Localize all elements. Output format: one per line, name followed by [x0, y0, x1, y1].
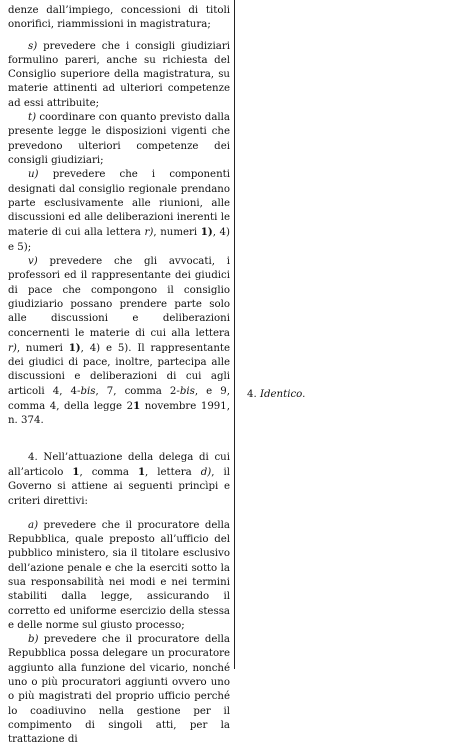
letter-s: s)	[28, 40, 38, 52]
paragraph-b: b) prevedere che il procuratore della Repubblica possa delegare un procuratore aggiunto alla funzione del vicario, nonché uno o più procuratori aggiunti ovvero uno o più magistrati del proprio ufficio perché lo coadiuvino nella gestione per il compimento di singoli atti, per la trattazione di	[8, 634, 230, 746]
left-column	[8, 4, 230, 748]
paragraph-4-identico: 4. Identico.	[247, 389, 306, 400]
paragraph-4: 4. Nell’attuazione della delega di cui all’articolo 1, comma 1, lettera d), il Governo si attiene ai seguenti princìpi e criteri direttivi:	[8, 451, 230, 507]
column-divider	[234, 0, 235, 669]
letter-v: v)	[28, 256, 38, 268]
paragraph-continuation: denze dall’impiego, concessioni di titoli onorifici, riammissioni in magistratura;	[8, 5, 230, 31]
letter-t: t)	[28, 112, 37, 124]
right-column	[247, 388, 457, 402]
paragraph-s: s) prevedere che i consigli giudiziari formulino pareri, anche su richiesta del Consiglio superiore della magistratura, su materie attinenti ad ulteriori competenze ad essi attribuite;	[8, 40, 230, 109]
letter-b: b)	[28, 634, 39, 646]
paragraph-v: v) prevedere che gli avvocati, i professori ed il rappresentante dei giudici di pace che compongono il consiglio giudiziario possano prendere parte solo alle discussioni e deliberazioni concernenti le materie di cui alla lettera r), numeri 1), 4) e 5). Il rappresentante dei giudici di pace, inoltre, partecipa alle discussioni e deliberazioni di cui agli articoli 4, 4-bis, 7, comma 2-bis, e 9, comma 4, della legge 21 novembre 1991, n. 374.	[8, 256, 231, 427]
letter-a: a)	[28, 519, 39, 531]
letter-u: u)	[28, 169, 39, 181]
paragraph-t: t) coordinare con quanto previsto dalla presente legge le disposizioni vigenti che prevedono ulteriori competenze dei consigli giudiziari;	[8, 112, 230, 166]
paragraph-u: u) prevedere che i componenti designati dal consiglio regionale prendano parte esclusivamente alle riunioni, alle discussioni ed alle deliberazioni inerenti le materie di cui alla lettera r), numeri 1), 4) e 5);	[8, 169, 230, 253]
paragraph-a: a) prevedere che il procuratore della Repubblica, quale preposto all’ufficio del pubblico ministero, sia il titolare esclusivo dell’azione penale e che la eserciti sotto la sua responsabilità nei modi e nei termini stabiliti dalla legge, assicurando il corretto ed uniforme esercizio della stessa e delle norme sul giusto processo;	[8, 519, 230, 631]
